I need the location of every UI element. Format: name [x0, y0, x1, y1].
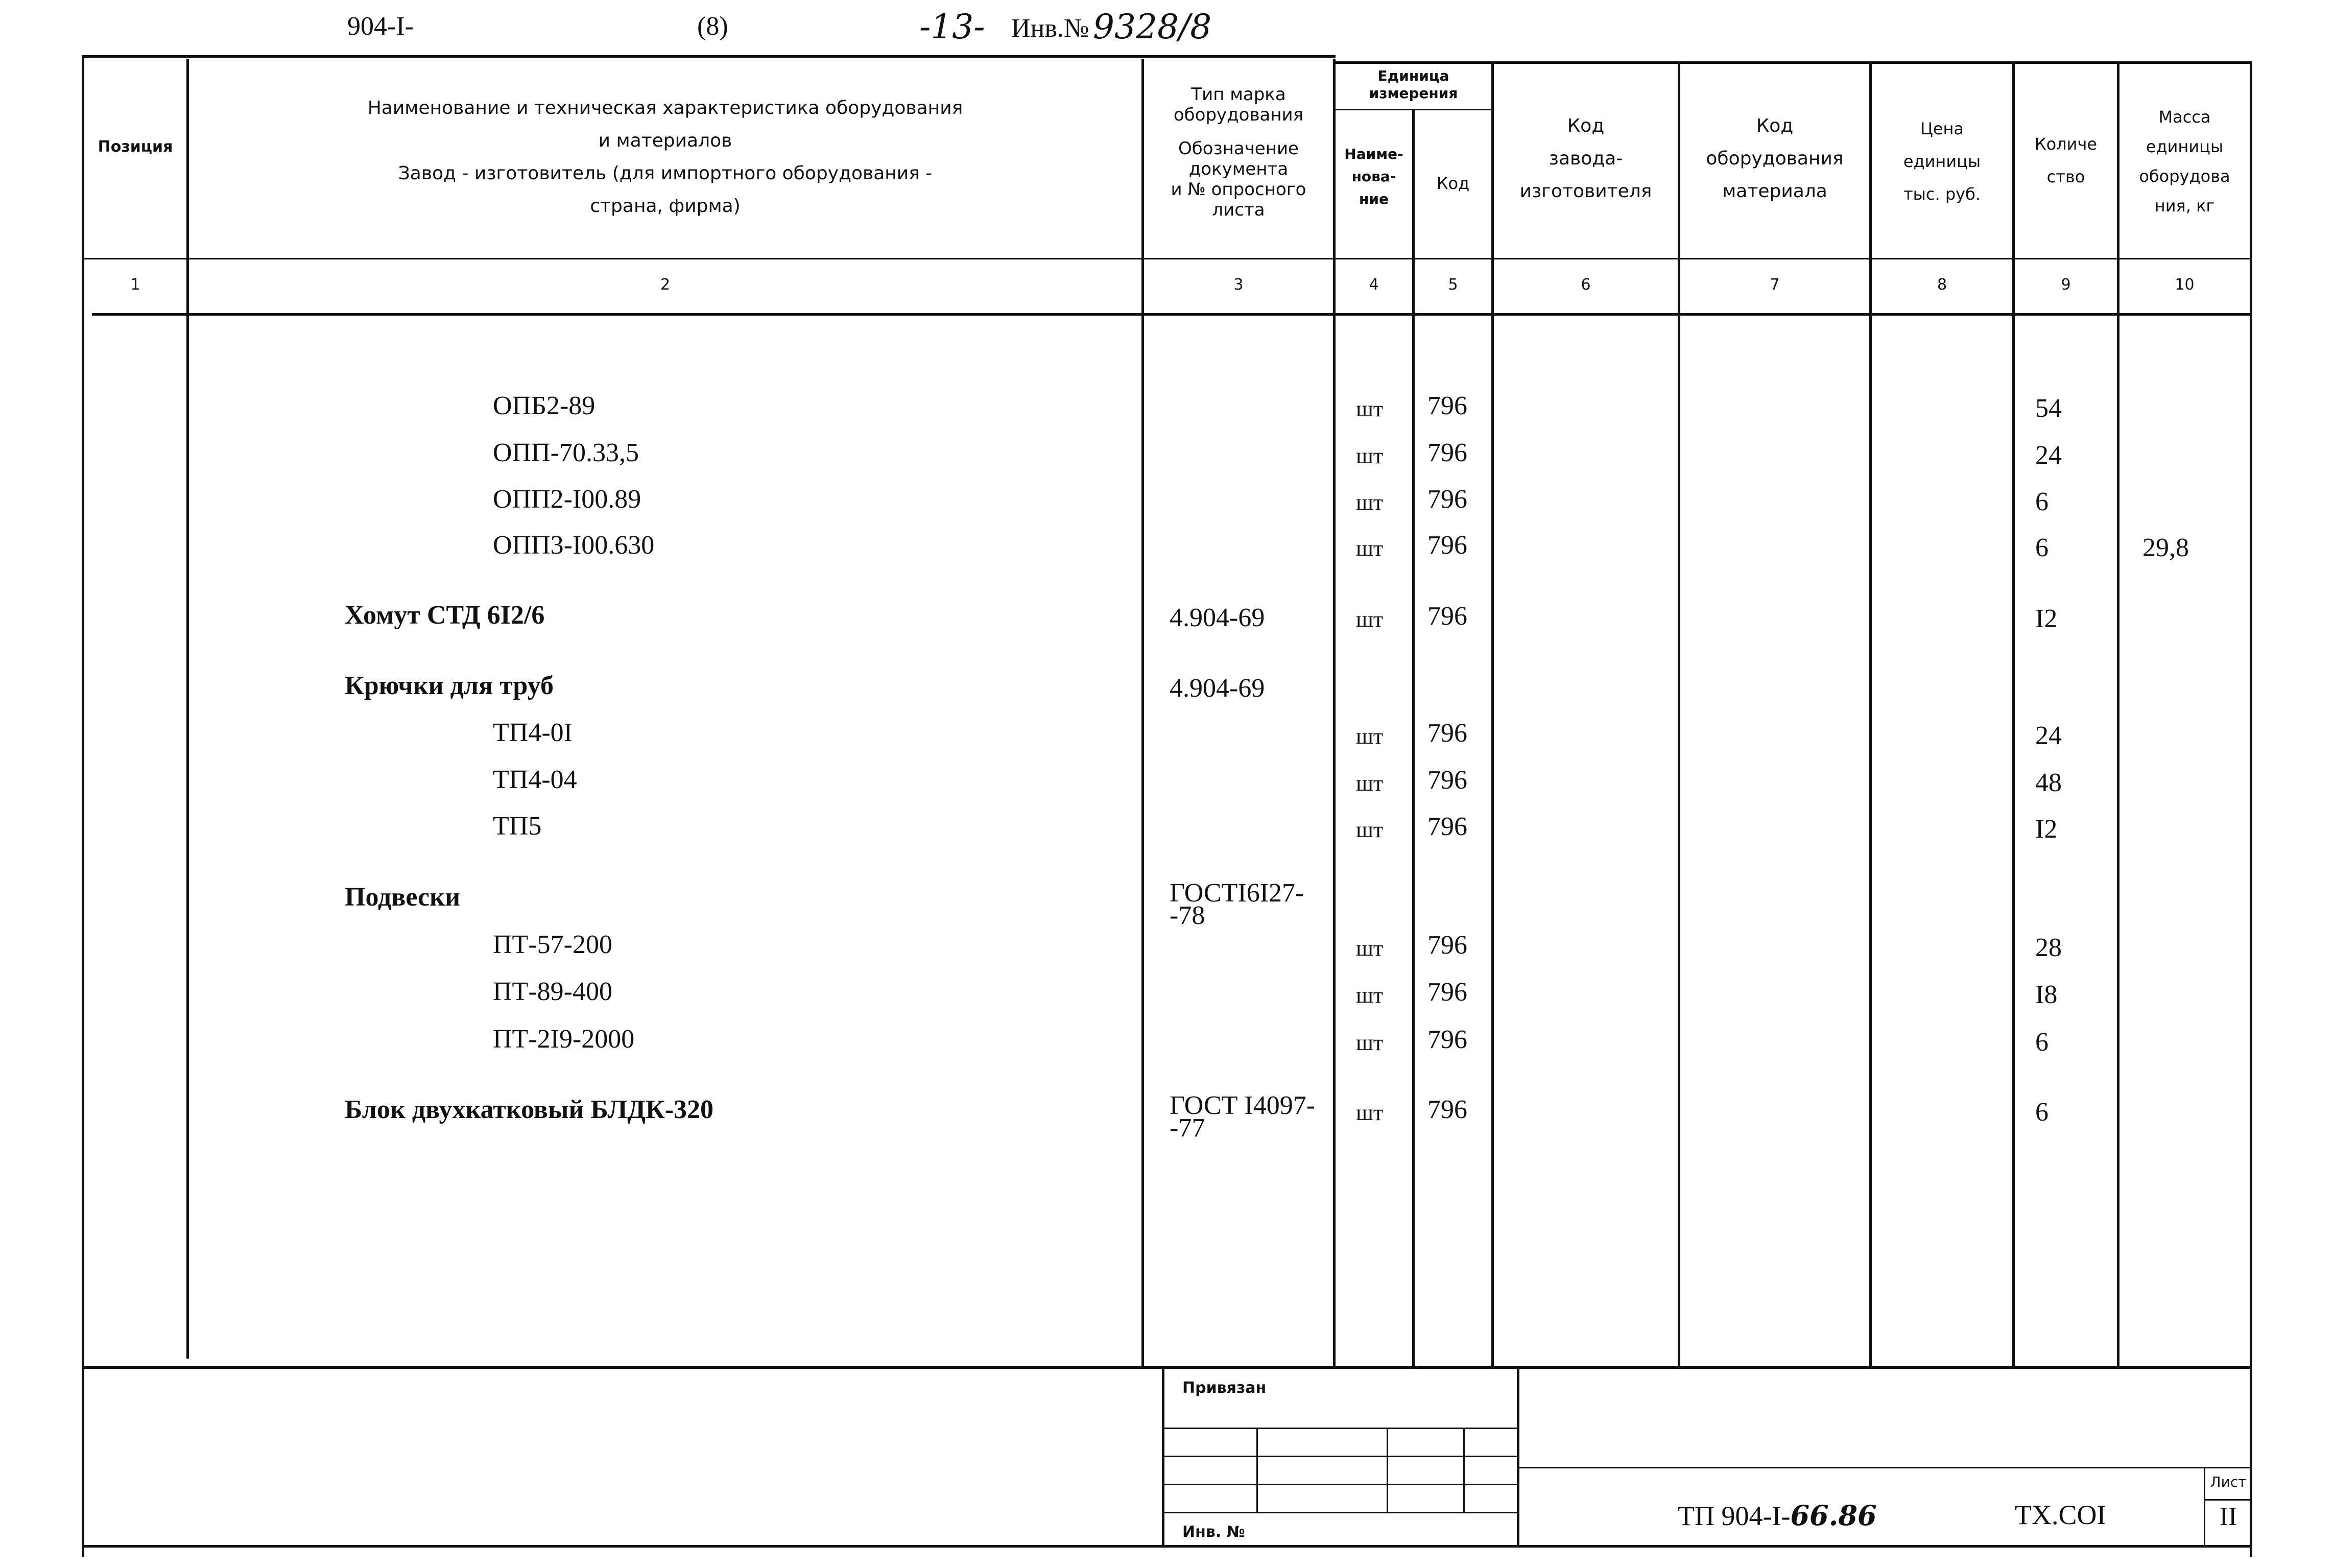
- table-bottom: [82, 1366, 2252, 1369]
- colnum-3: 3: [1233, 276, 1244, 294]
- series-number: 904-I-: [347, 12, 414, 41]
- row-name: Подвески: [345, 883, 461, 912]
- page-number: -13-: [919, 7, 985, 46]
- colnum-5: 5: [1448, 276, 1458, 294]
- row-code: 796: [1427, 978, 1467, 1007]
- colnum-7: 7: [1770, 276, 1780, 294]
- col-divider-5: [1491, 61, 1494, 1366]
- sheet-box-divider: [2204, 1499, 2250, 1501]
- header-name: Наименование и техническая характеристика оборудования и материалов Завод - изготовитель (для импортного оборудования - страна, фирма): [367, 98, 963, 217]
- row-qty: I2: [2035, 815, 2058, 844]
- row-unit: шт: [1356, 1100, 1384, 1125]
- header-type: Тип марка оборудования Обозначение документа и № опросного листа: [1171, 84, 1306, 220]
- bracket-number: (8): [697, 12, 728, 41]
- row-qty: 28: [2035, 933, 2062, 962]
- row-name: ОПП2-I00.89: [493, 485, 641, 514]
- row-code: 796: [1427, 1025, 1467, 1054]
- frame-right: [2250, 61, 2252, 1557]
- stamp-grid-vline-1: [1256, 1428, 1258, 1512]
- row-doc: ГОСТI6I27-: [1170, 878, 1304, 908]
- row-name: ТП4-04: [493, 765, 577, 794]
- col-divider-8: [2012, 61, 2015, 1366]
- col-divider-1: [186, 59, 189, 1359]
- document-suffix: ТХ.СОI: [2015, 1500, 2106, 1530]
- row-name: ПТ-57-200: [493, 930, 612, 959]
- row-qty: 54: [2035, 394, 2062, 423]
- row-code: 796: [1427, 438, 1467, 467]
- row-code: 796: [1427, 1095, 1467, 1124]
- stamp-grid-vline-3: [1463, 1428, 1465, 1512]
- stamp-attached-label: Привязан: [1182, 1379, 1267, 1397]
- row-doc: 4.904-69: [1170, 674, 1265, 703]
- row-qty: 48: [2035, 768, 2062, 797]
- col-divider-3: [1333, 59, 1336, 1366]
- row-doc: 4.904-69: [1170, 603, 1265, 632]
- row-name: Блок двухкатковый БЛДК-320: [345, 1095, 714, 1124]
- stamp-divider-right: [1517, 1366, 1519, 1545]
- row-unit: шт: [1356, 936, 1384, 961]
- header-plant-code: Код завода- изготовителя: [1519, 115, 1652, 202]
- colnum-1: 1: [130, 276, 140, 294]
- row-name: ТП4-0I: [493, 718, 573, 747]
- col-divider-6: [1678, 61, 1680, 1366]
- row-qty: 6: [2035, 1098, 2049, 1127]
- colnum-9: 9: [2061, 276, 2071, 294]
- frame-top-right: [1336, 61, 2252, 64]
- row-name: Крючки для труб: [345, 671, 554, 700]
- row-unit: шт: [1356, 396, 1384, 421]
- header-quantity: Количе ство: [2034, 134, 2098, 186]
- row-unit: шт: [1356, 607, 1384, 632]
- row-unit: шт: [1356, 771, 1384, 796]
- header-equipment-code: Код оборудования материала: [1706, 115, 1844, 202]
- title-block-line: [1519, 1467, 2250, 1468]
- colnum-8: 8: [1937, 276, 1947, 294]
- row-qty: I2: [2035, 604, 2058, 633]
- row-code: 796: [1427, 812, 1467, 841]
- row-unit: шт: [1356, 983, 1384, 1008]
- row-unit: шт: [1356, 490, 1384, 515]
- colnum-2: 2: [660, 276, 671, 294]
- header-unit-mass: Масса единицы оборудова ния, кг: [2139, 107, 2230, 216]
- row-code: 796: [1427, 931, 1467, 960]
- col-divider-2: [1141, 59, 1144, 1366]
- colnum-6: 6: [1581, 276, 1591, 294]
- frame-top-left: [82, 55, 1336, 58]
- row-qty: 24: [2035, 441, 2062, 470]
- col-divider-9: [2117, 61, 2119, 1366]
- document-code: ТП 904-I-66.86: [1678, 1499, 1877, 1532]
- row-qty: 6: [2035, 487, 2049, 516]
- colnum-divider: [92, 313, 2250, 316]
- row-unit: шт: [1356, 443, 1384, 468]
- row-name: ОПП-70.33,5: [493, 438, 639, 467]
- col-divider-7: [1869, 61, 1872, 1366]
- col-divider-4: [1412, 109, 1415, 1366]
- row-unit: шт: [1356, 724, 1384, 749]
- row-code: 796: [1427, 766, 1467, 795]
- colnum-10: 10: [2175, 276, 2195, 294]
- header-unit-name: Наиме- нова- ние: [1344, 146, 1403, 207]
- row-name: ПТ-89-400: [493, 977, 612, 1006]
- row-name: Хомут СТД 6I2/6: [345, 601, 545, 630]
- row-doc-continued: -78: [1170, 901, 1205, 930]
- row-qty: I8: [2035, 980, 2058, 1009]
- colnum-4: 4: [1369, 276, 1379, 294]
- header-unit-code: Код: [1436, 174, 1470, 193]
- sheet-number: II: [2219, 1502, 2237, 1531]
- row-doc: ГОСТ I4097-: [1170, 1091, 1316, 1120]
- header-divider: [82, 258, 2250, 259]
- row-qty: 24: [2035, 721, 2062, 750]
- sheet-label: Лист: [2210, 1474, 2247, 1490]
- header-position: Позиция: [98, 138, 173, 156]
- row-name: ОПБ2-89: [493, 391, 596, 420]
- row-code: 796: [1427, 602, 1467, 631]
- row-name: ОПП3-I00.630: [493, 531, 655, 560]
- inventory-number: 9328/8: [1093, 7, 1212, 46]
- row-mass: 29,8: [2142, 533, 2189, 562]
- frame-bottom: [82, 1545, 2252, 1548]
- row-code: 796: [1427, 391, 1467, 420]
- row-unit: шт: [1356, 1030, 1384, 1055]
- row-code: 796: [1427, 719, 1467, 748]
- stamp-inventory-label: Инв. №: [1182, 1523, 1245, 1541]
- row-code: 796: [1427, 531, 1467, 560]
- stamp-row-line-4: [1164, 1512, 1517, 1513]
- stamp-grid-vline-2: [1387, 1428, 1388, 1512]
- row-unit: шт: [1356, 536, 1384, 561]
- inventory-label: Инв.№: [1011, 14, 1089, 43]
- row-code: 796: [1427, 485, 1467, 514]
- header-unit-price: Цена единицы тыс. руб.: [1903, 119, 1981, 204]
- row-qty: 6: [2035, 533, 2049, 562]
- row-qty: 6: [2035, 1028, 2049, 1057]
- row-unit: шт: [1356, 817, 1384, 842]
- header-unit-group: Единица измерения: [1369, 67, 1458, 102]
- row-name: ПТ-2I9-2000: [493, 1025, 635, 1054]
- row-name: ТП5: [493, 812, 542, 841]
- row-doc-continued: -77: [1170, 1113, 1205, 1143]
